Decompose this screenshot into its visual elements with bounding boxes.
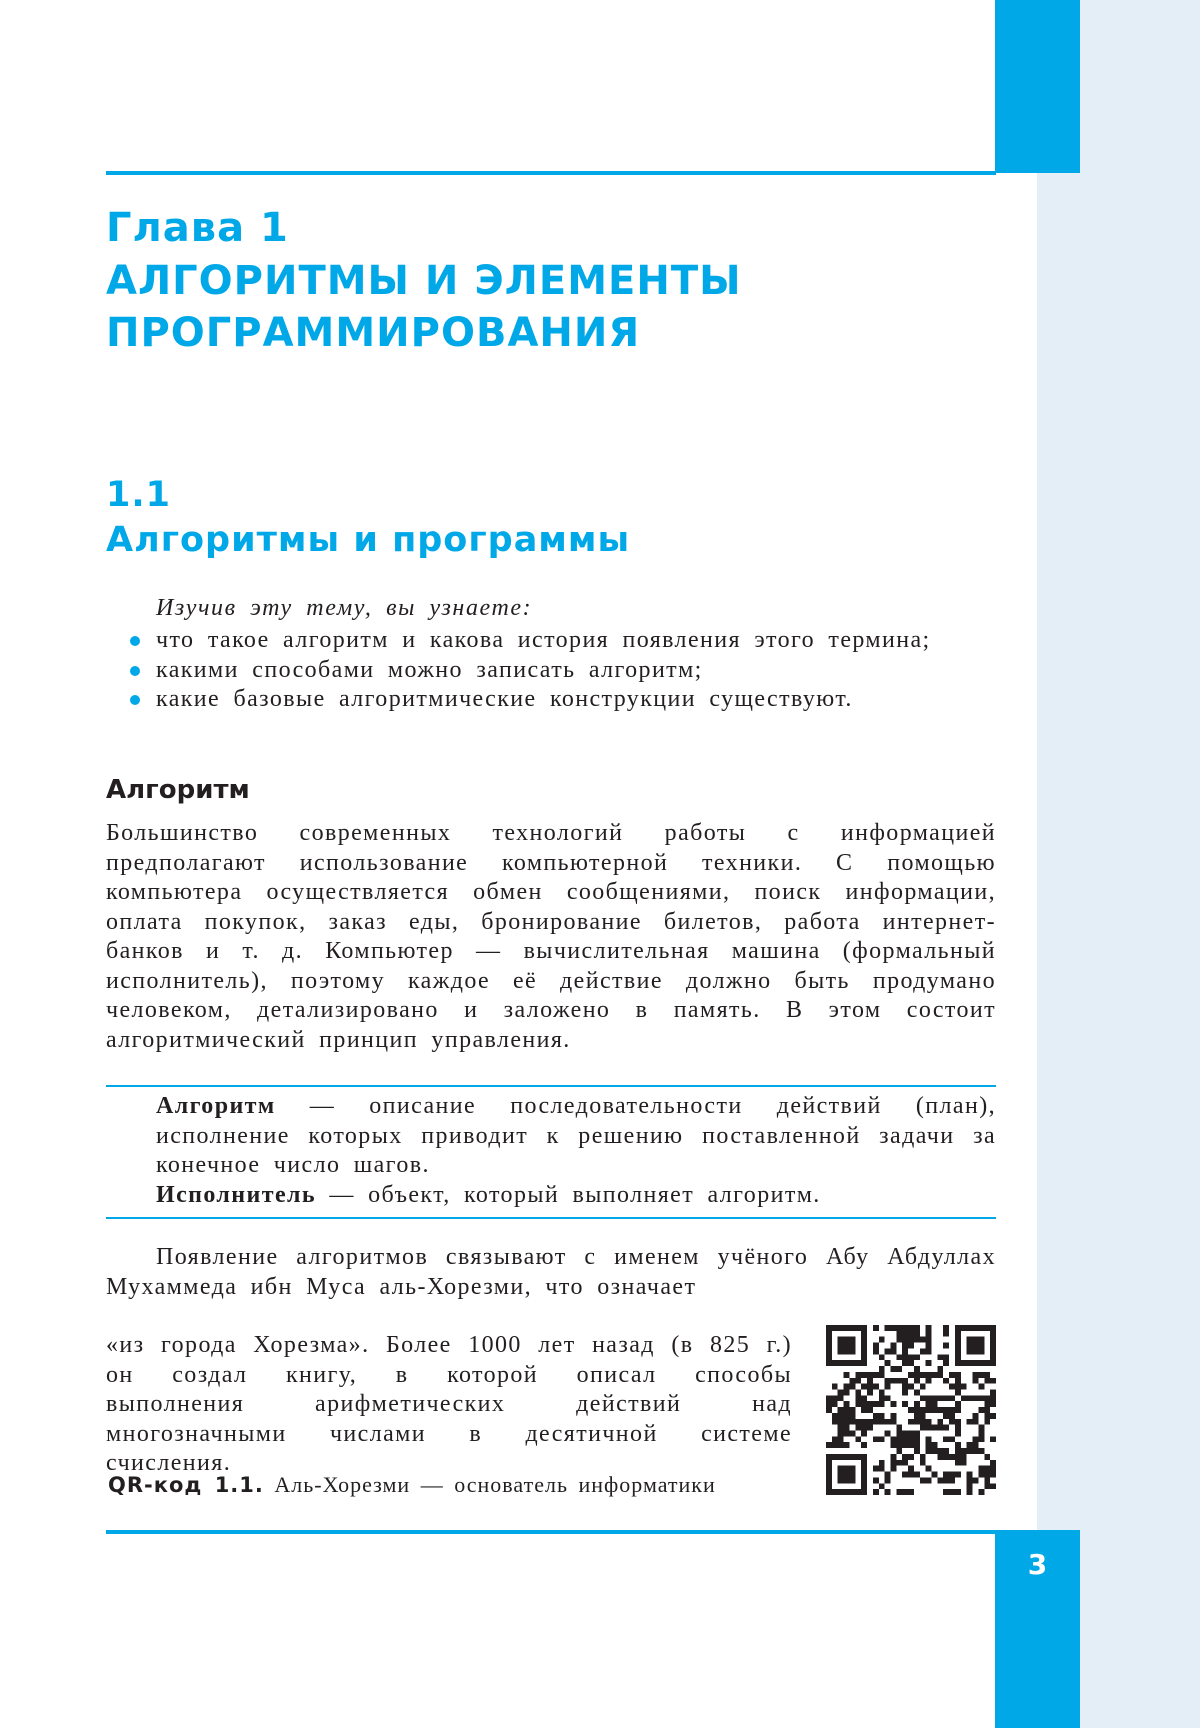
chapter-number: Глава 1 bbox=[106, 205, 289, 251]
goals-list bbox=[130, 626, 996, 715]
paragraph-1: Большинство современных технологий работы с информацией предполагают использование компьютерной техники. С помощью компьютера осуществляется обмен сообщениями, поиск информации, оплата покупок, заказ еды, бронирование билетов, работа интернет-банков и т. д. Компьютер — вычислительная машина (формальный исполнитель), поэтому каждое её действие должно быть продумано человеком, детализировано и заложено в память. В этом состоит алгоритмический принцип управления. bbox=[106, 820, 996, 1053]
definition-text: — объект, который выполняет алгоритм. bbox=[315, 1181, 821, 1208]
section-number: 1.1 bbox=[106, 475, 172, 515]
definition-rule-top bbox=[106, 1085, 996, 1087]
section-title: Алгоритмы и программы bbox=[106, 520, 631, 560]
subsection-title: Алгоритм bbox=[106, 775, 250, 805]
chapter-title-line-1: АЛГОРИТМЫ И ЭЛЕМЕНТЫ bbox=[106, 258, 742, 304]
definition-term: Исполнитель bbox=[156, 1181, 316, 1208]
definitions-block bbox=[156, 1092, 996, 1210]
bottom-rule bbox=[106, 1530, 996, 1534]
top-rule bbox=[106, 171, 996, 175]
margin-strip bbox=[1037, 0, 1200, 1728]
goal-text: что такое алгоритм и какова история появления этого термина; bbox=[156, 627, 931, 653]
page-number: 3 bbox=[1027, 1548, 1048, 1581]
goal-item bbox=[130, 685, 996, 715]
goal-text: какие базовые алгоритмические конструкции существуют. bbox=[156, 686, 853, 712]
chapter-title bbox=[106, 255, 986, 359]
definition-executor bbox=[156, 1181, 996, 1211]
bullet-icon bbox=[130, 636, 140, 646]
goal-item bbox=[130, 656, 996, 686]
definition-algorithm bbox=[156, 1092, 996, 1181]
top-accent-tab bbox=[995, 0, 1080, 173]
paragraph-2-top-text: Появление алгоритмов связывают с именем учёного Абу Абдуллах Мухаммеда ибн Муса аль-Хорезми, что означает bbox=[106, 1244, 996, 1300]
paragraph-2-rest: «из города Хорезма». Более 1000 лет назад (в 825 г.) он создал книгу, в которой описал способы выполнения арифметических действий над многозначными числами в десятичной системе счисления. bbox=[106, 1332, 792, 1476]
bullet-icon bbox=[130, 695, 140, 705]
definition-term: Алгоритм bbox=[156, 1093, 276, 1119]
bullet-icon bbox=[130, 666, 140, 676]
definition-rule-bottom bbox=[106, 1217, 996, 1219]
chapter-title-line-2: ПРОГРАММИРОВАНИЯ bbox=[106, 310, 641, 356]
qr-label: QR-код 1.1. bbox=[108, 1473, 264, 1497]
goal-text: какими способами можно записать алгоритм; bbox=[156, 656, 703, 683]
qr-caption-text: Аль-Хорезми — основатель информатики bbox=[263, 1472, 716, 1497]
qr-caption bbox=[108, 1472, 716, 1498]
goal-item bbox=[130, 626, 996, 656]
intro-lead: Изучив эту тему, вы узнаете: bbox=[156, 595, 533, 621]
definition-text: — описание последовательности действий (план), исполнение которых приводит к решению поставленной задачи за конечное число шагов. bbox=[156, 1093, 996, 1178]
qr-code-image[interactable] bbox=[826, 1325, 996, 1495]
paragraph-2-top bbox=[106, 1243, 996, 1302]
page-number-tab bbox=[995, 1530, 1080, 1728]
